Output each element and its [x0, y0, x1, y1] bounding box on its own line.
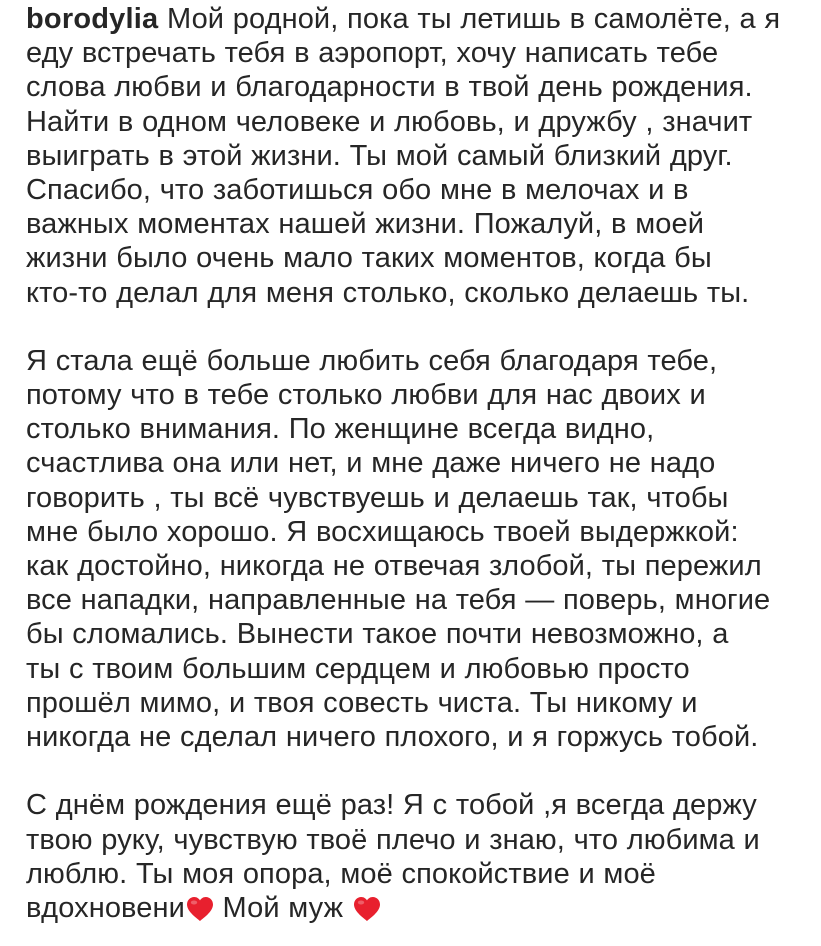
caption-line: Я стала ещё больше любить себя благодаря тебе,: [26, 344, 718, 377]
caption-line: ты с твоим большим сердцем и любовью просто: [26, 652, 690, 685]
caption-text: Мой муж: [213, 891, 352, 924]
caption-line: прошёл мимо, и твоя совесть чиста. Ты никому и: [26, 686, 698, 719]
caption-line: твою руку, чувствую твоё плечо и знаю, что любима и: [26, 823, 760, 856]
red-heart-icon: [186, 896, 214, 922]
caption-line: Найти в одном человеке и любовь, и дружбу , значит: [26, 105, 753, 138]
caption-line: бы сломались. Вынести такое почти невозможно, а: [26, 618, 729, 651]
caption-line: слова любви и благодарности в твой день рождения.: [26, 71, 753, 104]
caption-paragraph-2: [26, 344, 816, 754]
caption-line: жизни было очень мало таких моментов, когда бы: [26, 242, 712, 275]
paragraph-gap: [26, 310, 816, 344]
caption-line: столько внимания. По женщине всегда видно,: [26, 413, 655, 446]
caption-line: мне было хорошо. Я восхищаюсь твоей выдержкой:: [26, 515, 739, 548]
caption-line: говорить , ты всё чувствуешь и делаешь так, чтобы: [26, 481, 729, 514]
caption-paragraph-3: [26, 788, 816, 925]
caption-line: кто-то делал для меня столько, сколько делаешь ты.: [26, 276, 750, 309]
red-heart-icon: [353, 896, 381, 922]
caption-line: Спасибо, что заботишься обо мне в мелочах и в: [26, 173, 689, 206]
caption-last-line: [26, 891, 816, 925]
caption-line: важных моментах нашей жизни. Пожалуй, в моей: [26, 208, 704, 241]
caption-text: Мой родной, пока ты летишь в самолёте, а я: [158, 3, 781, 35]
caption-line: все нападки, направленные на тебя — поверь, многие: [26, 584, 771, 617]
caption-line: никогда не сделал ничего плохого, и я горжусь тобой.: [26, 720, 759, 753]
caption-line: люблю. Ты моя опора, моё спокойствие и моё: [26, 857, 656, 890]
caption-line: как достойно, никогда не отвечая злобой, ты пережил: [26, 550, 762, 582]
caption-text: вдохновени: [26, 891, 185, 924]
username-link[interactable]: borodylia: [26, 3, 159, 35]
post-caption: [26, 2, 816, 925]
caption-line: потому что в тебе столько любви для нас двоих и: [26, 379, 706, 412]
caption-line: выиграть в этой жизни. Ты мой самый близкий друг.: [26, 139, 733, 172]
caption-paragraph-1: [26, 36, 816, 310]
caption-first-line: [26, 2, 816, 36]
caption-line: счастлива она или нет, и мне даже ничего не надо: [26, 447, 716, 480]
caption-line: еду встречать тебя в аэропорт, хочу написать тебе: [26, 37, 719, 70]
paragraph-gap: [26, 754, 816, 788]
caption-line: С днём рождения ещё раз! Я с тобой ,я всегда держу: [26, 789, 757, 822]
